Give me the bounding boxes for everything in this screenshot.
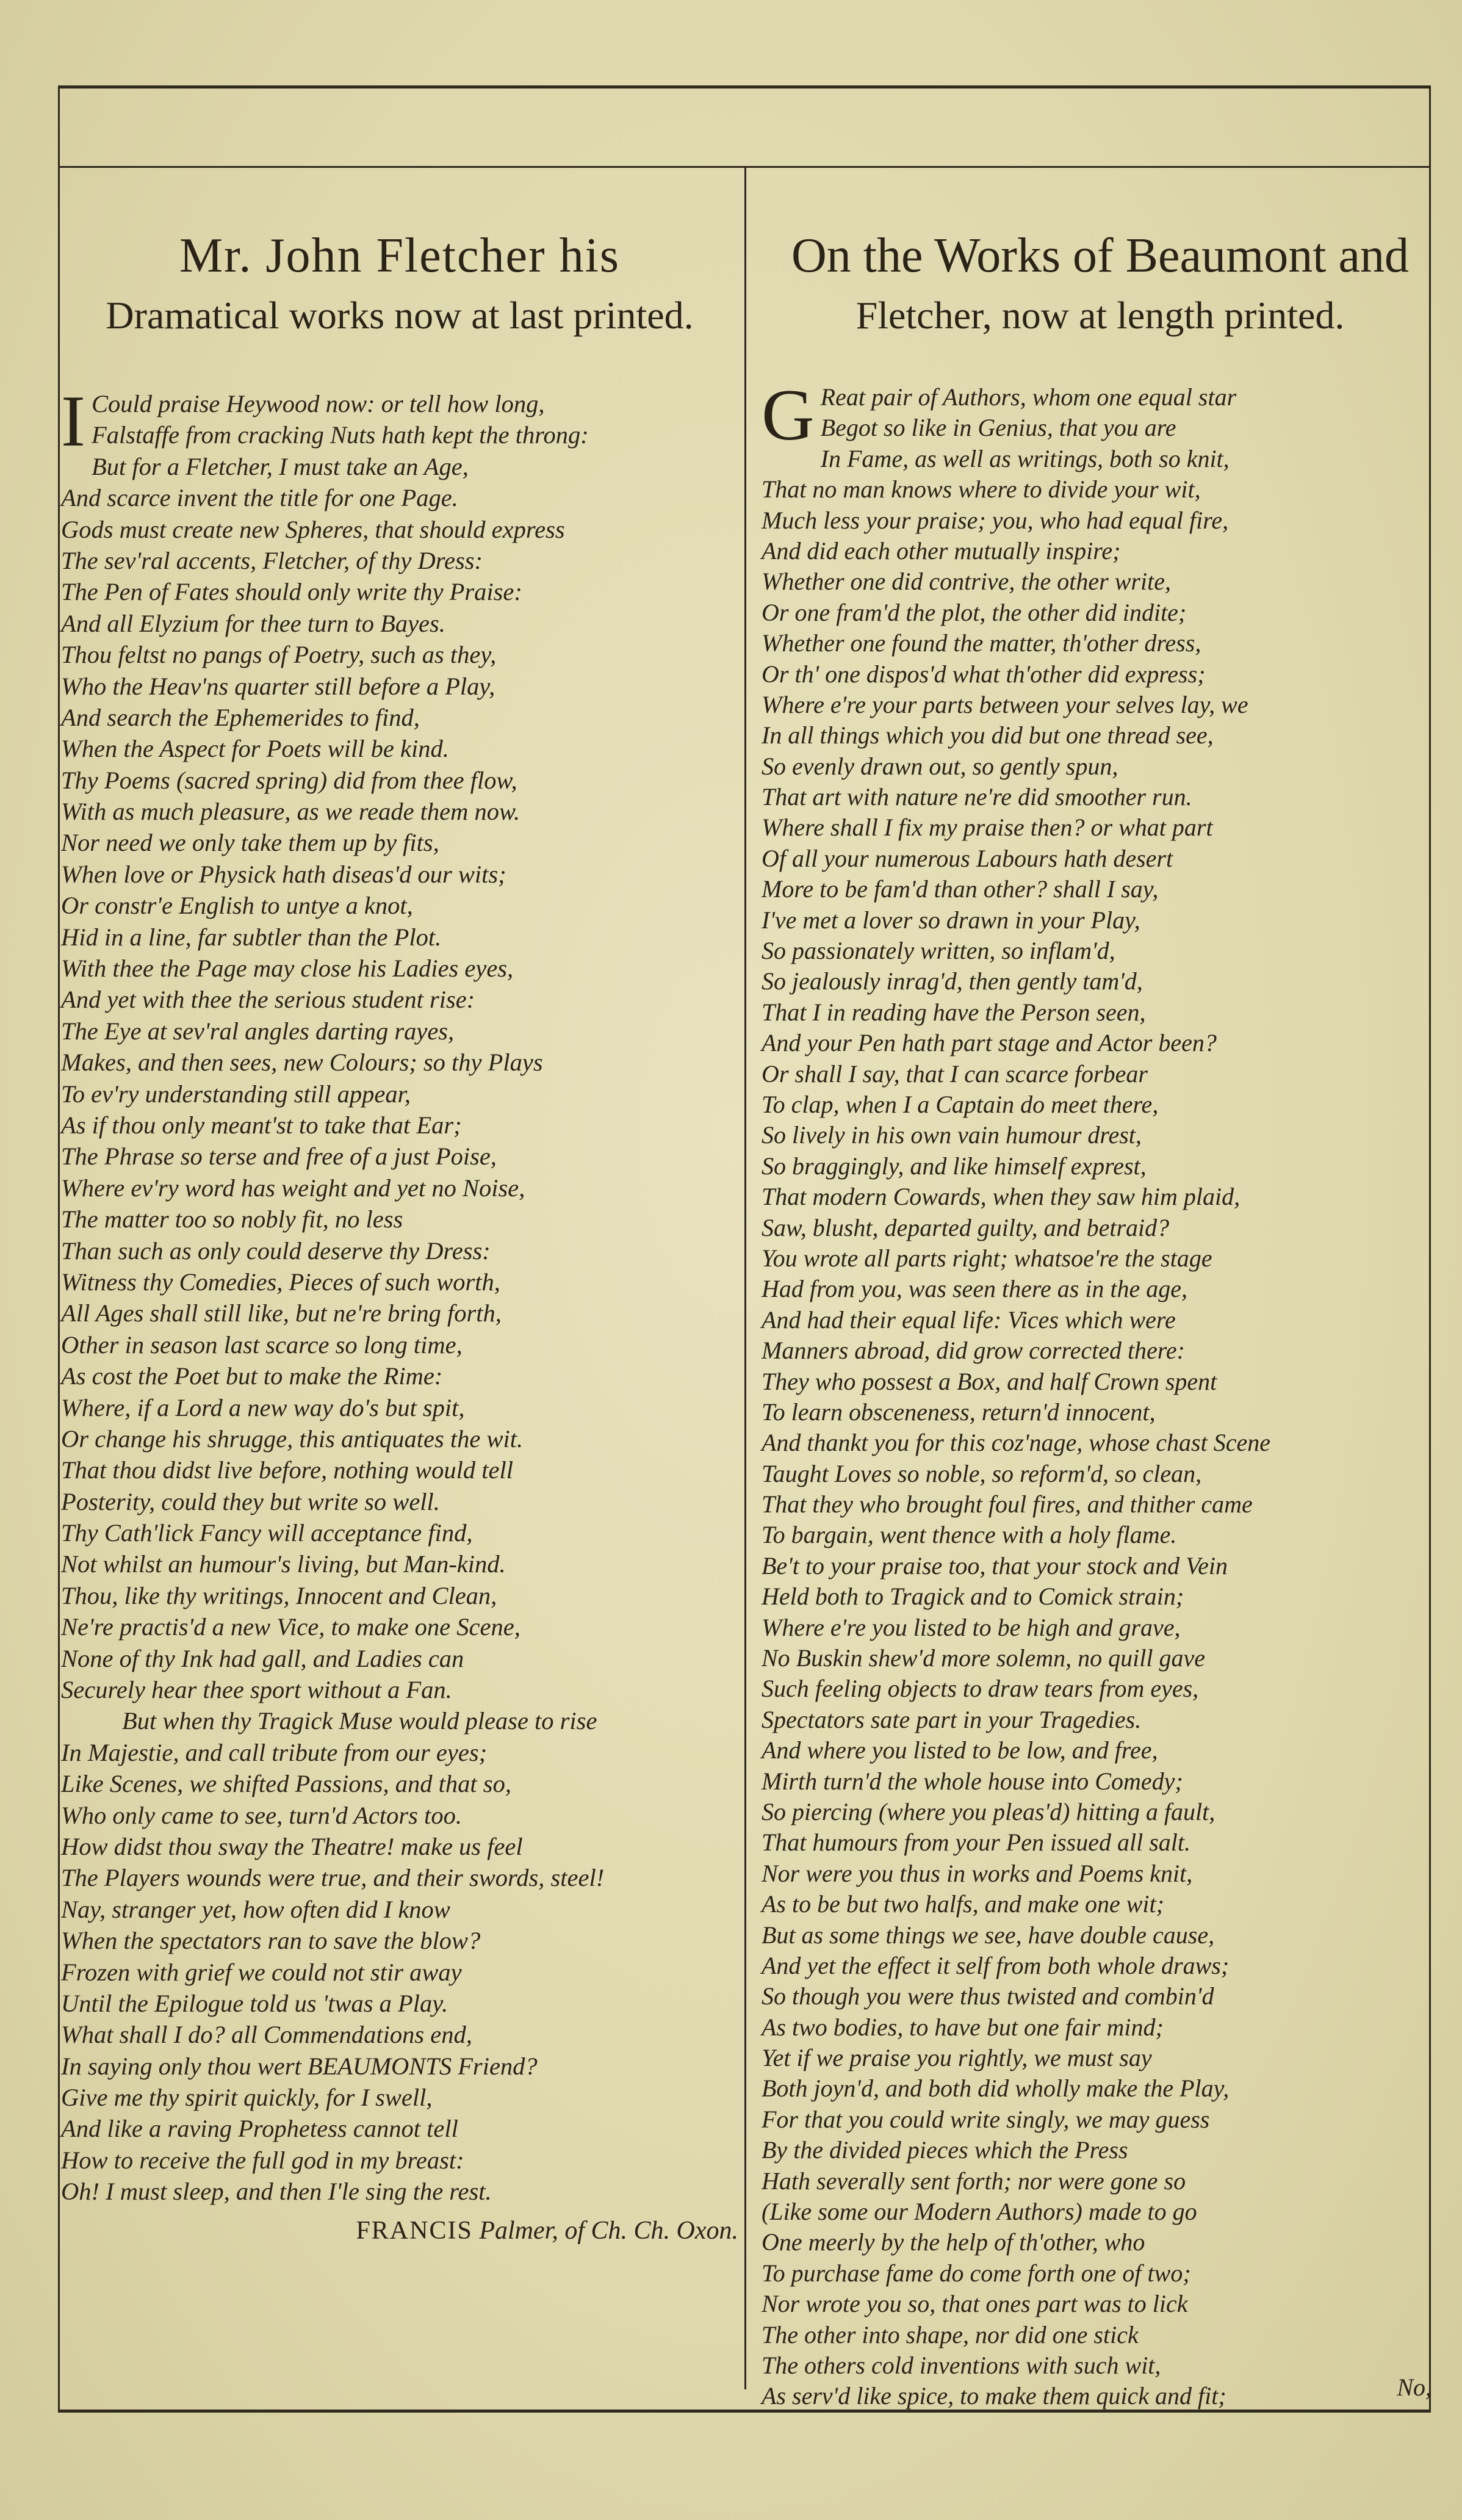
poem-line: None of thy Ink had gall, and Ladies can [61,1644,464,1672]
poem-line: Where e're you listed to be high and grave, [762,1613,1181,1641]
poem-line: To ev'ry understanding still appear, [61,1080,411,1108]
poem-line: Thy Cath'lick Fancy will acceptance find, [61,1519,473,1547]
poem-line: Or one fram'd the plot, the other did indite; [762,598,1187,626]
poem-line: Than such as only could deserve thy Dress: [61,1237,491,1265]
left-rule [58,85,60,2411]
poem-line: The Eye at sev'ral angles darting rayes, [61,1017,455,1045]
poem-line: Oh! I must sleep, and then I'le sing the rest. [61,2178,492,2206]
poem-line: And scarce invent the title for one Page. [61,484,458,512]
poem-line: That they who brought foul fires, and thither came [762,1490,1253,1518]
poem-line: Of all your numerous Labours hath desert [762,844,1173,872]
poem-line: So piercing (where you pleas'd) hitting a fault, [762,1797,1215,1825]
poem-line: As to be but two halfs, and make one wit; [762,1890,1164,1918]
left-title-line2: Dramatical works now at last printed. [106,294,694,337]
poem-line: That humours from your Pen issued all salt. [762,1829,1190,1857]
poem-line: So passionately written, so inflam'd, [762,937,1115,965]
poem-line: When the Aspect for Poets will be kind. [61,735,449,763]
poem-line: How to receive the full god in my breast: [61,2146,464,2174]
poem-line: Nor wrote you so, that ones part was to lick [762,2290,1188,2318]
poem-line: Hid in a line, far subtler than the Plot. [61,923,442,951]
poem-line: That thou didst live before, nothing would tell [61,1456,513,1484]
poem-line: In all things which you did but one thread see, [762,721,1214,749]
poem-line: In Fame, as well as writings, both so knit, [820,444,1230,472]
top-rule-outer [58,85,1431,88]
poem-line: And had their equal life: Vices which were [762,1305,1176,1334]
poem-line: The sev'ral accents, Fletcher, of thy Dress: [61,546,483,574]
poem-line: Could praise Heywood now: or tell how long, [91,390,545,417]
left-column [61,226,738,2245]
poem-line: Begot so like in Genius, that you are [820,414,1176,442]
poem-line: So jealously inrag'd, then gently tam'd, [762,967,1143,995]
poem-line: Such feeling objects to draw tears from eyes, [762,1675,1199,1703]
poem-line: And yet with thee the serious student rise: [61,986,475,1014]
poem-line: Had from you, was seen there as in the age, [762,1275,1188,1303]
poem-line: Who only came to see, turn'd Actors too. [61,1801,462,1829]
right-column [762,226,1439,2412]
poem-line: As serv'd like spice, to make them quick and fit; [762,2382,1226,2410]
poem-line: So lively in his own vain humour drest, [762,1121,1142,1149]
poem-line: And thankt you for this coz'nage, whose chast Scene [762,1429,1270,1457]
poem-line: In Majestie, and call tribute from our eyes; [61,1738,488,1766]
poem-line: So braggingly, and like himself exprest, [762,1152,1147,1180]
poem-line: The Phrase so terse and free of a just Poise, [61,1143,497,1171]
poem-line: Thy Poems (sacred spring) did from thee flow, [61,766,517,794]
poem-line: Where ev'ry word has weight and yet no Noise, [61,1174,525,1202]
poem-line: With thee the Page may close his Ladies eyes, [61,955,514,983]
poem-line: Or shall I say, that I can scarce forbear [762,1060,1148,1088]
poem-line: Manners abroad, did grow corrected there: [762,1337,1185,1365]
poem-line: Spectators sate part in your Tragedies. [762,1705,1142,1733]
poem-line: Much less your praise; you, who had equal fire, [762,506,1229,534]
signature-name: FRANCIS [356,2216,473,2245]
poem-line: More to be fam'd than other? shall I say, [762,875,1159,903]
poem-line: Thou feltst no pangs of Poetry, such as they, [61,641,497,669]
poem-line: To clap, when I a Captain do meet there, [762,1090,1159,1118]
poem-line: Securely hear thee sport without a Fan. [61,1676,452,1704]
poem-line: Makes, and then sees, new Colours; so thy Plays [61,1049,543,1077]
poem-line: Or change his shrugge, this antiquates the wit. [61,1424,524,1453]
poem-line: When love or Physick hath diseas'd our wits; [61,860,506,888]
signature-affiliation: Palmer, of Ch. Ch. Oxon. [479,2216,738,2245]
poem-line: One meerly by the help of th'other, who [762,2228,1145,2256]
poem-line: And your Pen hath part stage and Actor been? [762,1029,1217,1057]
poem-line: For that you could write singly, we may guess [762,2105,1210,2133]
poem-line: Nor need we only take them up by fits, [61,829,439,857]
poem-line: Taught Loves so noble, so reform'd, so clean, [762,1459,1202,1487]
poem-line: Where, if a Lord a new way do's but spit, [61,1393,465,1421]
poem-line: Yet if we praise you rightly, we must say [762,2044,1152,2072]
left-dropcap: I [61,380,85,461]
poem-line: And did each other mutually inspire; [762,536,1121,565]
poem-line: Give me thy spirit quickly, for I swell, [61,2084,433,2112]
poem-line: The other into shape, nor did one stick [762,2320,1139,2349]
poem-line: With as much pleasure, as we reade them now. [61,798,520,826]
right-title-line2: Fletcher, now at length printed. [855,294,1345,337]
poem-line: Reat pair of Authors, whom one equal star [820,383,1237,411]
left-title [61,226,738,345]
poem-line: Or constr'e English to untye a knot, [61,892,413,920]
poem-line: The Pen of Fates should only write thy Praise: [61,578,522,606]
poem-line: Falstaffe from cracking Nuts hath kept the throng: [91,421,589,449]
poem-line: To learn obsceneness, return'd innocent, [762,1398,1156,1426]
poem-line: Where e're your parts between your selves lay, we [762,690,1248,718]
poem-line: The others cold inventions with such wit, [762,2352,1161,2379]
poem-line: Thou, like thy writings, Innocent and Clean, [61,1581,497,1609]
poem-line: But when thy Tragick Muse would please to rise [122,1707,597,1735]
poem-line: Witness thy Comedies, Pieces of such worth, [61,1268,500,1296]
right-title-line1: On the Works of Beaumont and [791,229,1409,283]
poem-line: No Buskin shew'd more solemn, no quill gave [762,1644,1205,1672]
poem-line: And like a raving Prophetess cannot tell [61,2115,458,2143]
poem-line: Frozen with grief we could not stir away [61,1958,462,1986]
poem-line: By the divided pieces which the Press [762,2136,1128,2164]
poem-line: Where shall I fix my praise then? or what part [762,814,1213,842]
poem-line: (Like some our Modern Authors) made to go [762,2198,1197,2226]
poem-line: Not whilst an humour's living, but Man-kind. [61,1550,506,1578]
poem-line: As cost the Poet but to make the Rime: [61,1362,443,1390]
poem-line: That I in reading have the Person seen, [762,998,1146,1026]
poem-line: So evenly drawn out, so gently spun, [762,752,1118,780]
poem-line: Be't to your praise too, that your stock and Vein [762,1551,1228,1580]
poem-line: And all Elyzium for thee turn to Bayes. [61,609,445,637]
poem-line: That modern Cowards, when they saw him plaid, [762,1183,1241,1211]
poem-line: In saying only thou wert BEAUMONTS Friend? [61,2052,538,2080]
left-poem [61,380,738,2208]
poem-line: Whether one did contrive, the other write, [762,568,1171,596]
poem-line: So though you were thus twisted and combin'd [762,1982,1214,2010]
poem-line: Hath severally sent forth; nor were gone so [762,2167,1186,2195]
poem-line: Nay, stranger yet, how often did I know [61,1895,450,1923]
left-title-line1: Mr. John Fletcher his [179,229,620,283]
poem-line: Both joyn'd, and both did wholly make the Play, [762,2074,1230,2103]
poem-line: The Players wounds were true, and their swords, steel! [61,1864,605,1892]
poem-line: The matter too so nobly fit, no less [61,1205,403,1233]
poem-line: But for a Fletcher, I must take an Age, [91,452,469,480]
poem-line: You wrote all parts right; whatsoe're the stage [762,1244,1212,1272]
poem-line: As two bodies, to have but one fair mind; [762,2013,1164,2041]
poem-line: Mirth turn'd the whole house into Comedy; [762,1767,1183,1795]
poem-line: When the spectators ran to save the blow? [61,1927,481,1955]
poem-line: I've met a lover so drawn in your Play, [762,906,1140,934]
poem-line: Whether one found the matter, th'other dress, [762,629,1201,657]
poem-line: Gods must create new Spheres, that should express [61,515,565,543]
poem-line: Saw, blusht, departed guilty, and betraid? [762,1213,1170,1241]
poem-line: All Ages shall still like, but ne're bring forth, [61,1299,502,1327]
poem-line: Who the Heav'ns quarter still before a Play, [61,672,495,700]
poem-line: Other in season last scarce so long time, [61,1330,463,1359]
poem-line: But as some things we see, have double cause, [762,1921,1215,1949]
poem-line: And search the Ephemerides to find, [61,703,420,731]
poem-line: Ne're practis'd a new Vice, to make one Scene, [61,1613,520,1641]
poem-line: And where you listed to be low, and free, [762,1736,1158,1764]
catchword: No, [1397,2374,1431,2401]
left-signature [61,2216,738,2245]
poem-line: They who possest a Box, and half Crown spent [762,1367,1217,1395]
poem-line: That no man knows where to divide your wit, [762,475,1201,504]
poem-line: How didst thou sway the Theatre! make us feel [61,1832,523,1860]
poem-line: To bargain, went thence with a holy flame. [762,1521,1177,1549]
poem-line: And yet the effect it self from both whole draws; [762,1951,1230,1979]
right-poem [762,374,1439,2412]
poem-line: That art with nature ne're did smoother run. [762,783,1192,811]
right-title [762,226,1439,345]
poem-line: Until the Epilogue told us 'twas a Play. [61,1989,448,2017]
poem-line: Nor were you thus in works and Poems knit, [762,1859,1193,1887]
poem-line: Held both to Tragick and to Comick strain; [762,1583,1184,1611]
poem-line: To purchase fame do come forth one of two; [762,2259,1191,2287]
poem-line: Posterity, could they but write so well. [61,1487,440,1515]
poem-line: Like Scenes, we shifted Passions, and that so, [61,1770,511,1798]
right-dropcap: G [762,374,815,455]
column-divider [744,168,746,2389]
poem-line: What shall I do? all Commendations end, [61,2021,472,2049]
poem-line: Or th' one dispos'd what th'other did express; [762,660,1206,688]
poem-line: As if thou only meant'st to take that Ear; [61,1111,462,1139]
